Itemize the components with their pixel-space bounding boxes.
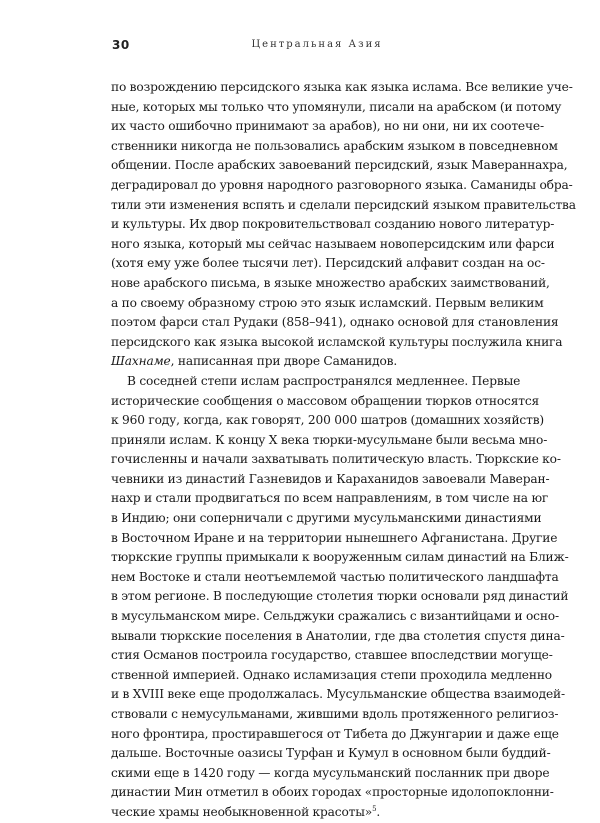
text-line: в Восточном Иране и на территории нынешнего Афганистана. Другие — [111, 530, 558, 545]
text-line: по возрождению персидского языка как языка ислама. Все великие уче- — [111, 80, 573, 94]
text-line: деградировал до уровня народного разговорного языка. Саманиды обра- — [111, 177, 573, 192]
text-line: стия Османов построила государство, ставшее впоследствии могуще- — [111, 648, 553, 663]
text-line: а по своему образному строю это язык исламский. Первым великим — [111, 295, 544, 310]
text-line: В соседней степи ислам распространялся медленнее. Первые — [127, 373, 521, 388]
text-line: нахр и стали продвигаться по всем направлениям, в том числе на юг — [111, 491, 549, 506]
text-line: тюркские группы примыкали к вооруженным силам династий на Ближ- — [111, 550, 569, 565]
text-line: исторические сообщения о массовом обращении тюрков относятся — [111, 393, 540, 408]
page-number: 30 — [112, 38, 130, 52]
text-line: ного языка, который мы сейчас называем новоперсидским или фарси — [111, 236, 555, 251]
text-line: гочисленны и начали захватывать политическую власть. Тюркские ко- — [111, 452, 561, 467]
text-line: в Индию; они соперничали с другими мусульманскими династиями — [111, 511, 542, 526]
text-line: вывали тюркские поселения в Анатолии, где два столетия спустя дина- — [111, 628, 565, 643]
text-line: нове арабского письма, в языке множество арабских заимствований, — [111, 275, 550, 290]
text-fragment: , написанная при дворе Саманидов. — [170, 354, 398, 369]
text-line — [111, 803, 519, 823]
text-line: чевники из династий Газневидов и Караханидов завоевали Маверан- — [111, 471, 550, 486]
text-line: и культуры. Их двор покровительствовал созданию нового литератур- — [111, 217, 555, 232]
text-line: ные, которых мы только что упомянули, писали на арабском (и потому — [111, 99, 562, 114]
text-line: к 960 году, когда, как говорят, 200 000 шатров (домашних хозяйств) — [111, 413, 545, 428]
text-line: персидского как языка высокой исламской культуры послужила книга — [111, 334, 563, 349]
body-text — [111, 78, 576, 823]
text-line: поэтом фарси стал Рудаки (858–941), однако основой для становления — [111, 315, 559, 330]
text-line: приняли ислам. К концу X века тюрки-мусульмане были весьма мно- — [111, 432, 548, 447]
text-line: ствовали с немусульманами, жившими вдоль протяженного религиоз- — [111, 707, 559, 721]
text-line: общении. После арабских завоеваний персидский, язык Мавераннахра, — [111, 158, 568, 173]
text-line: в мусульманском мире. Сельджуки сражались с византийцами и осно- — [111, 609, 559, 624]
text-line: тили эти изменения вспять и сделали персидский языком правительства — [111, 197, 576, 212]
text-line: ственники никогда не пользовались арабским языком в повседневном — [111, 138, 558, 153]
text-fragment: ческие храмы необыкновенной красоты» — [111, 804, 373, 819]
text-line: нем Востоке и стали неотъемлемой частью политического ландшафта — [111, 569, 559, 584]
running-head — [112, 38, 522, 58]
footnote-marker: 5 — [372, 804, 377, 813]
text-line: скими еще в 1420 году — когда мусульманский посланник при дворе — [111, 765, 550, 780]
text-line: их часто ошибочно принимают за арабов), но ни они, ни их соотече- — [111, 119, 544, 134]
text-line — [111, 352, 519, 372]
running-title: Центральная Азия — [251, 39, 383, 50]
text-line: (хотя ему уже более тысячи лет). Персидский алфавит создан на ос- — [111, 256, 545, 271]
book-title-shahname: Шахнаме — [111, 354, 171, 369]
text-line: и в XVIII веке еще продолжалась. Мусульманские общества взаимодей- — [111, 687, 565, 702]
text-line: ного фронтира, простиравшегося от Тибета до Джунгарии и даже еще — [111, 726, 559, 741]
text-line: ственной империей. Однако исламизация степи проходила медленно — [111, 667, 552, 682]
text-line: дальше. Восточные оазисы Турфан и Кумул в основном были буддий- — [111, 746, 551, 761]
text-line: династии Мин отметил в обоих городах «просторные идолопоклонни- — [111, 785, 554, 800]
text-fragment: . — [376, 804, 381, 819]
text-line: в этом регионе. В последующие столетия тюрки основали ряд династий — [111, 589, 569, 604]
